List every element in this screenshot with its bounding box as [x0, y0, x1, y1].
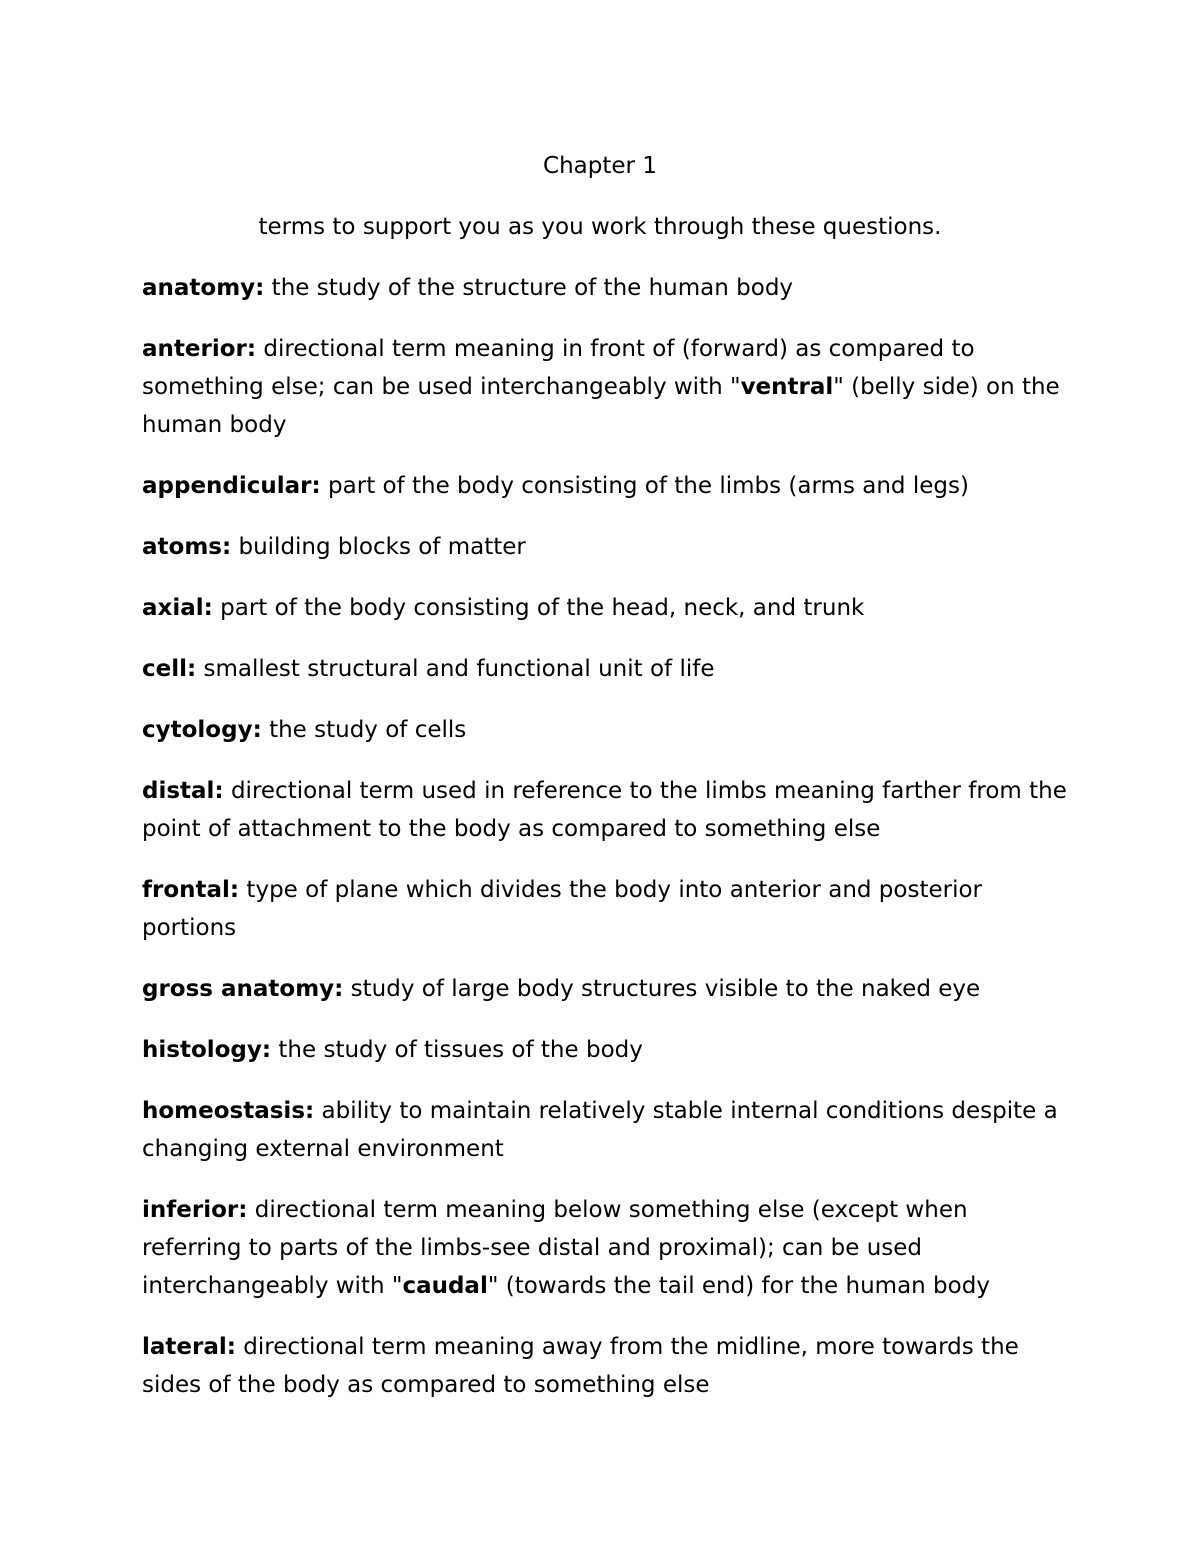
- glossary-emphasis-caudal: caudal: [402, 1273, 488, 1299]
- glossary-definition: directional term meaning below something else (except when referring to parts of the limbs-see distal and proximal); can be used interchangeably with ": [142, 1197, 968, 1299]
- glossary-definition: directional term meaning in front of (forward) as compared to something else; can be used interchangeably with ": [142, 336, 975, 400]
- glossary-definition-tail: " (belly side) on the human body: [142, 374, 1060, 438]
- glossary-definition: smallest structural and functional unit of life: [196, 656, 715, 682]
- glossary-term: lateral:: [142, 1334, 236, 1360]
- glossary-term: gross anatomy:: [142, 976, 344, 1002]
- glossary-entry-homeostasis: [142, 1092, 1072, 1168]
- glossary-entry-frontal: [142, 871, 1072, 947]
- glossary-definition-tail: " (towards the tail end) for the human body: [487, 1273, 990, 1299]
- glossary-definition: study of large body structures visible to the naked eye: [343, 976, 981, 1002]
- glossary-entry-atoms: [142, 528, 1072, 566]
- glossary-entry-cell: [142, 650, 1072, 688]
- glossary-definition: directional term meaning away from the midline, more towards the sides of the body as compared to something else: [142, 1334, 1019, 1398]
- glossary-term: axial:: [142, 595, 213, 621]
- glossary-definition: part of the body consisting of the head, neck, and trunk: [212, 595, 865, 621]
- glossary-term: inferior:: [142, 1197, 248, 1223]
- glossary-entry-axial: [142, 589, 1072, 627]
- glossary-definition: the study of cells: [261, 717, 467, 743]
- glossary-term: homeostasis:: [142, 1098, 315, 1124]
- chapter-title: Chapter 1: [543, 153, 657, 179]
- intro-text: terms to support you as you work through these questions.: [258, 214, 942, 240]
- glossary-entry-histology: [142, 1031, 1072, 1069]
- glossary-term: atoms:: [142, 534, 232, 560]
- glossary-definition: part of the body consisting of the limbs (arms and legs): [320, 473, 969, 499]
- glossary-term: cell:: [142, 656, 197, 682]
- glossary-emphasis-ventral: ventral: [740, 374, 834, 400]
- glossary-entry-inferior: [142, 1191, 1072, 1305]
- glossary-term: anterior:: [142, 336, 257, 362]
- glossary-term: distal:: [142, 778, 224, 804]
- glossary-term: frontal:: [142, 877, 240, 903]
- glossary-term: cytology:: [142, 717, 262, 743]
- glossary-term: histology:: [142, 1037, 272, 1063]
- glossary-entry-gross-anatomy: [142, 970, 1072, 1008]
- glossary-definition: building blocks of matter: [231, 534, 526, 560]
- glossary-entry-lateral: [142, 1328, 1072, 1404]
- glossary-definition: type of plane which divides the body into anterior and posterior portions: [142, 877, 982, 941]
- glossary-entry-appendicular: [142, 467, 1072, 505]
- glossary-definition: the study of the structure of the human body: [264, 275, 794, 301]
- glossary-definition: ability to maintain relatively stable internal conditions despite a changing external environment: [142, 1098, 1058, 1162]
- glossary-definition: the study of tissues of the body: [271, 1037, 643, 1063]
- glossary-term: appendicular:: [142, 473, 321, 499]
- glossary-entry-anterior: [142, 330, 1072, 444]
- glossary-entry-distal: [142, 772, 1072, 848]
- glossary-term: anatomy:: [142, 275, 265, 301]
- glossary-definition: directional term used in reference to the limbs meaning farther from the point of attachment to the body as compared to something else: [142, 778, 1067, 842]
- glossary-entry-anatomy: [142, 269, 1072, 307]
- glossary-list: [142, 269, 1072, 1427]
- glossary-entry-cytology: [142, 711, 1072, 749]
